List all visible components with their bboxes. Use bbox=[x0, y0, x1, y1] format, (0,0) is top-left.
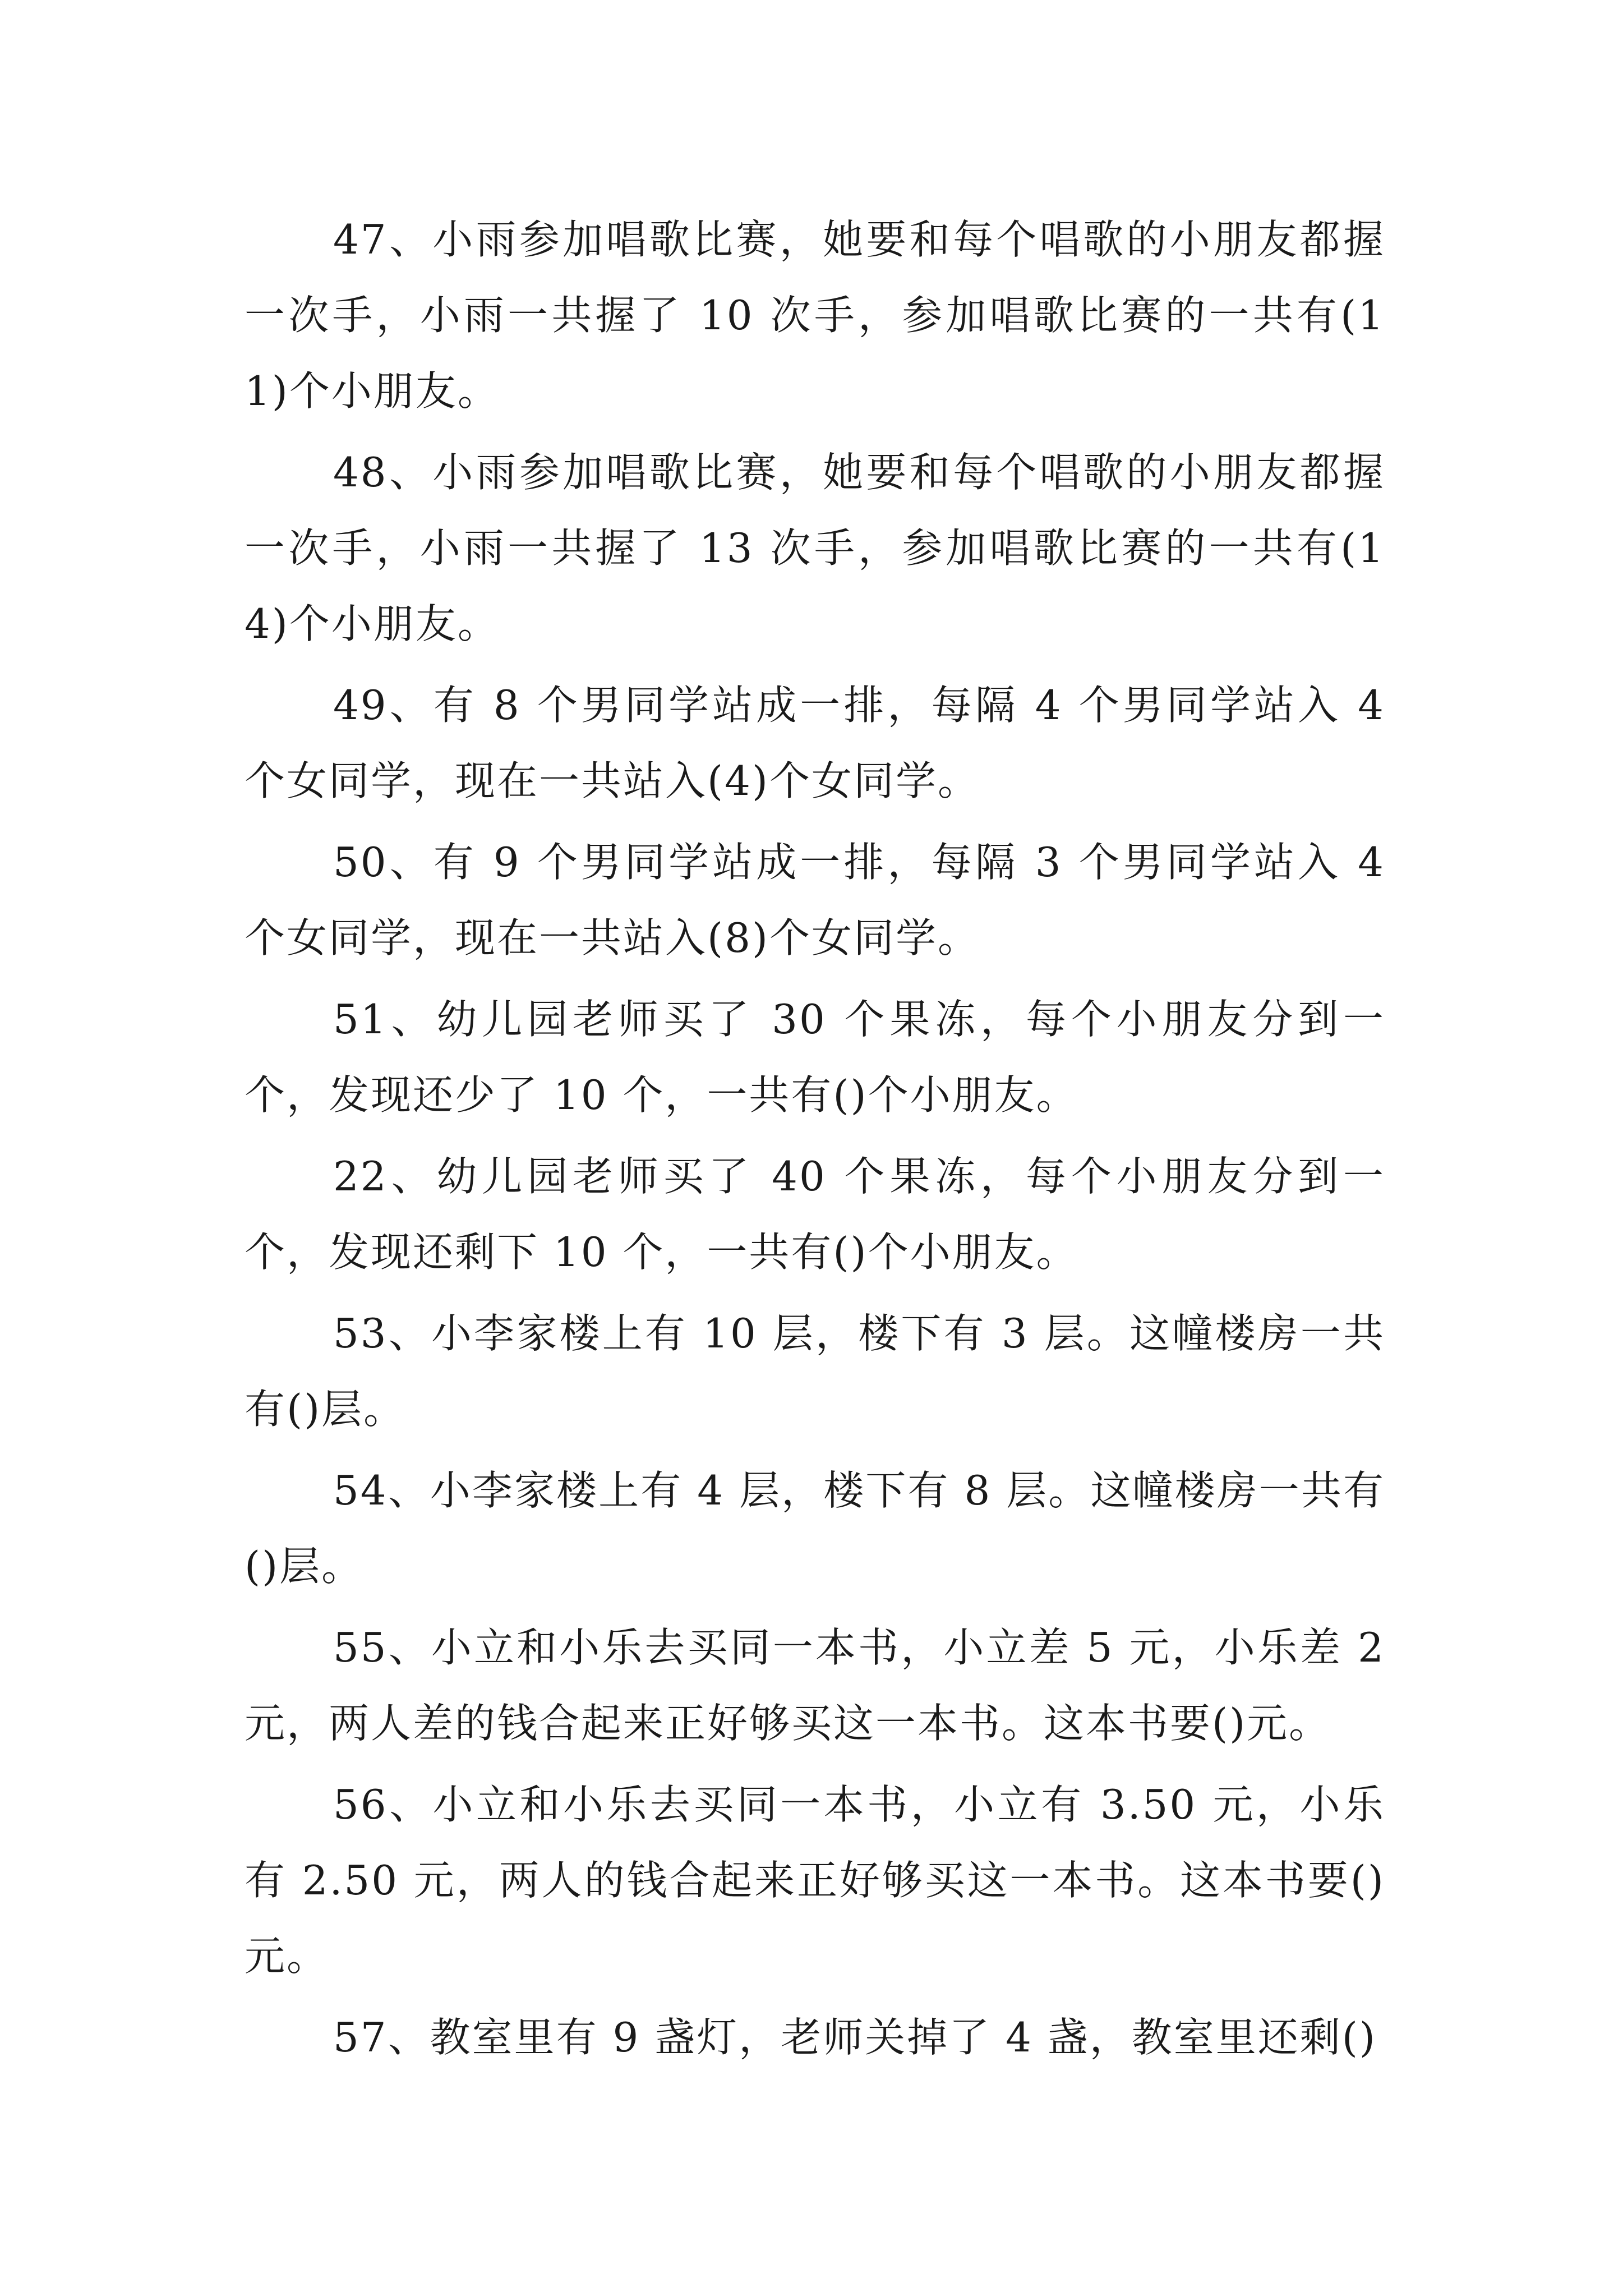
question-56: 56、小立和小乐去买同一本书，小立有 3.50 元，小乐有 2.50 元，两人的钱合起来正好够买这一本书。这本书要()元。 bbox=[245, 1781, 1385, 1980]
question-48: 48、小雨参加唱歌比赛，她要和每个唱歌的小朋友都握一次手，小雨一共握了 13 次手，参加唱歌比赛的一共有(14)个小朋友。 bbox=[245, 449, 1385, 647]
question-51: 51、幼儿园老师买了 30 个果冻，每个小朋友分到一个，发现还少了 10 个，一共有()个小朋友。 bbox=[245, 996, 1385, 1119]
question-53: 53、小李家楼上有 10 层，楼下有 3 层。这幢楼房一共有()层。 bbox=[245, 1310, 1385, 1433]
question-54: 54、小李家楼上有 4 层，楼下有 8 层。这幢楼房一共有()层。 bbox=[245, 1467, 1385, 1590]
question-57: 57、教室里有 9 盏灯，老师关掉了 4 盏，教室里还剩() bbox=[333, 2014, 1377, 2061]
question-50: 50、有 9 个男同学站成一排，每隔 3 个男同学站入 4 个女同学，现在一共站入(8)个女同学。 bbox=[245, 839, 1385, 961]
question-47: 47、小雨参加唱歌比赛，她要和每个唱歌的小朋友都握一次手，小雨一共握了 10 次手，参加唱歌比赛的一共有(11)个小朋友。 bbox=[245, 216, 1385, 415]
question-22: 22、幼儿园老师买了 40 个果冻，每个小朋友分到一个，发现还剩下 10 个，一共有()个小朋友。 bbox=[245, 1153, 1385, 1276]
question-49: 49、有 8 个男同学站成一排，每隔 4 个男同学站入 4 个女同学，现在一共站入(4)个女同学。 bbox=[245, 682, 1385, 804]
document-body bbox=[245, 202, 1385, 2081]
question-55: 55、小立和小乐去买同一本书，小立差 5 元，小乐差 2 元，两人差的钱合起来正好够买这一本书。这本书要()元。 bbox=[245, 1624, 1385, 1747]
